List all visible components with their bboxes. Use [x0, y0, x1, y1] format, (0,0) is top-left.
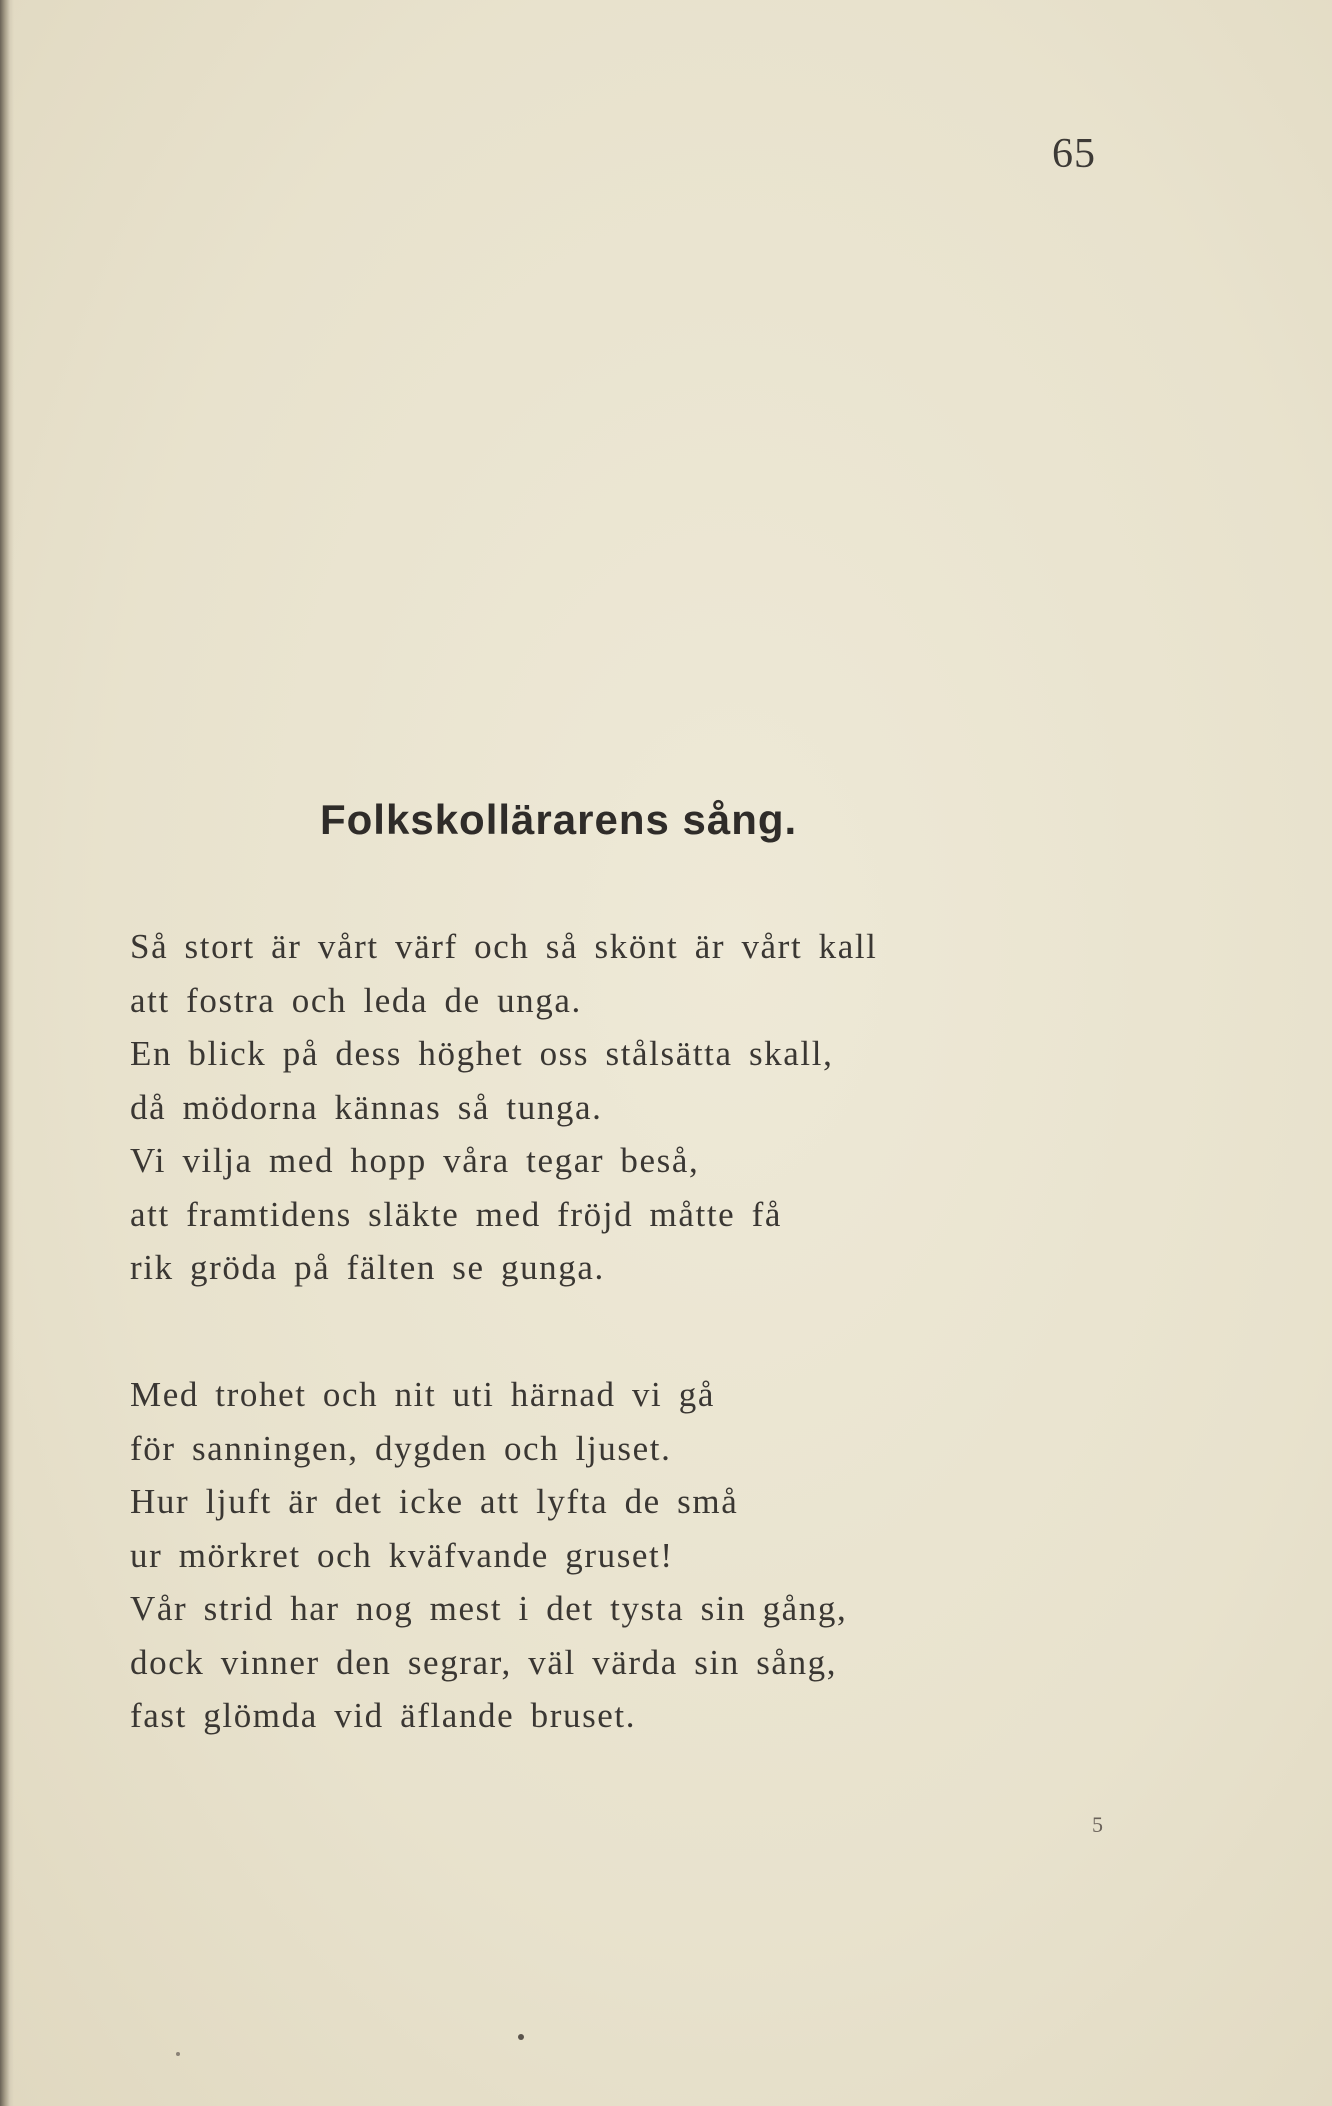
poem-line: Vår strid har nog mest i det tysta sin gång,	[130, 1589, 848, 1628]
poem-line: Med trohet och nit uti härnad vi gå	[130, 1375, 715, 1414]
poem-line: då mödorna kännas så tunga.	[130, 1087, 603, 1127]
poem-line: dock vinner den segrar, väl värda sin sång,	[130, 1642, 838, 1682]
ink-speck	[176, 2052, 180, 2056]
poem-line: att framtidens släkte med fröjd måtte få	[130, 1194, 783, 1234]
stanza	[130, 920, 878, 1295]
margin-mark: 5	[1092, 1812, 1103, 1837]
poem-line: för sanningen, dygden och ljuset.	[130, 1428, 672, 1468]
poem-line: En blick på dess höghet oss stålsätta skall,	[130, 1034, 834, 1073]
page-number: 65	[1052, 131, 1096, 177]
ink-speck	[518, 2034, 524, 2040]
poem-line: fast glömda vid äflande bruset.	[130, 1696, 637, 1735]
poem-line: Hur ljuft är det icke att lyfta de små	[130, 1482, 739, 1521]
stanza	[130, 1368, 847, 1743]
poem-line: Vi vilja med hopp våra tegar beså,	[130, 1141, 700, 1180]
poem-line: Så stort är vårt värf och så skönt är vårt kall	[130, 927, 878, 966]
poem-line: rik gröda på fälten se gunga.	[130, 1248, 605, 1287]
poem-line: att fostra och leda de unga.	[130, 980, 582, 1020]
poem-title: Folkskollärarens sång.	[320, 796, 798, 843]
poem-line: ur mörkret och kväfvande gruset!	[130, 1535, 674, 1575]
page-gutter	[0, 0, 14, 2106]
